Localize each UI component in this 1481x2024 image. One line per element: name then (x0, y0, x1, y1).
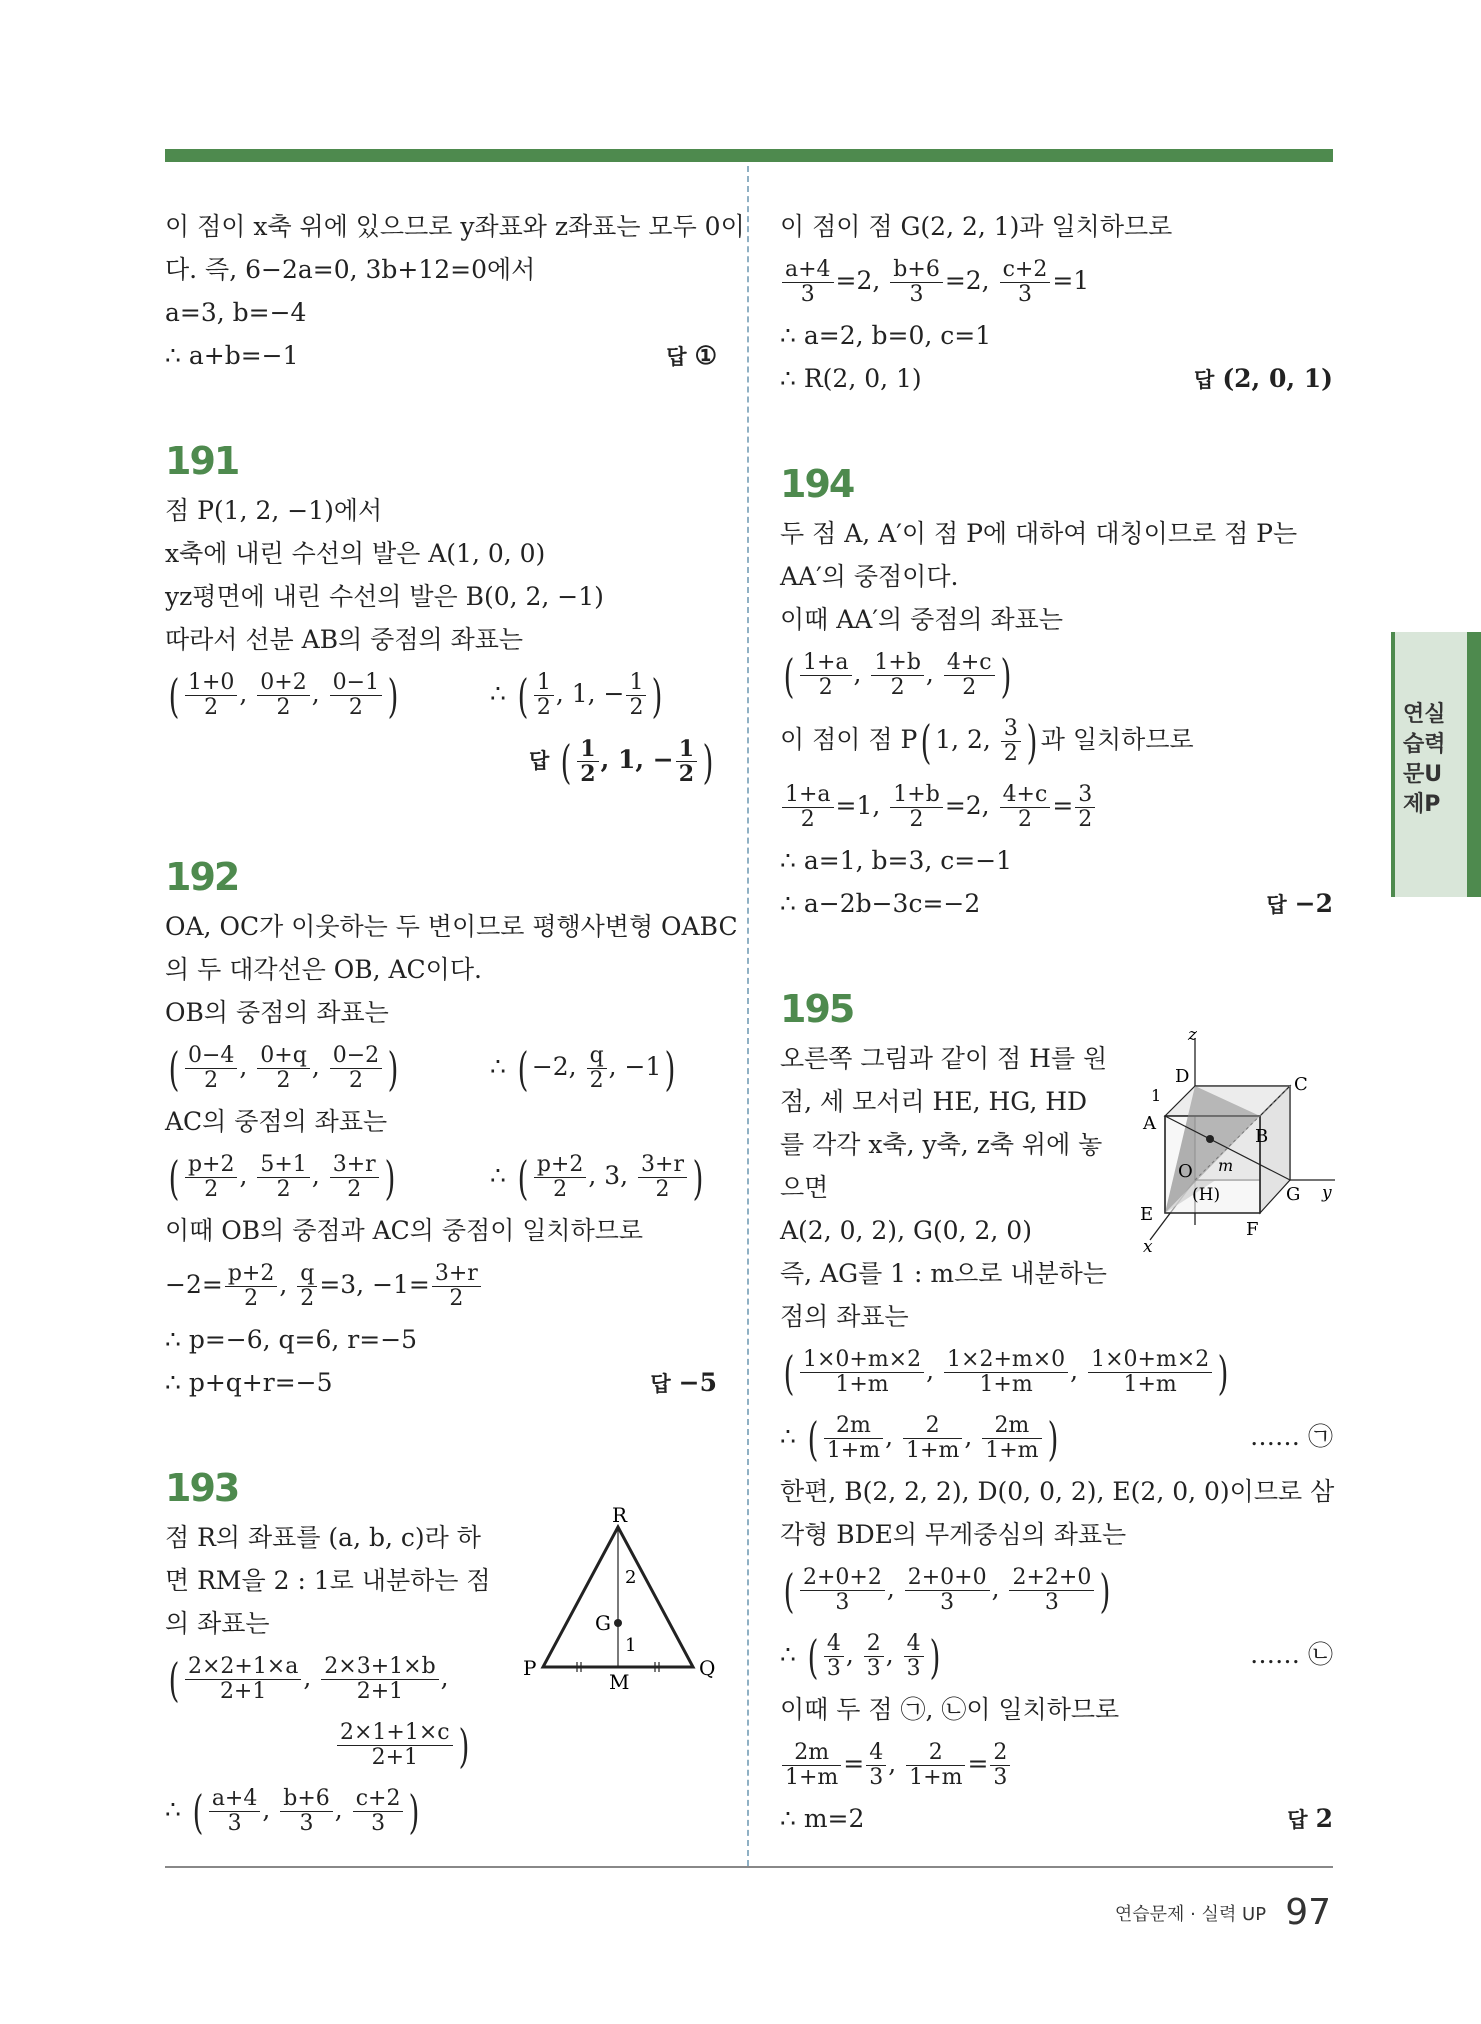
text-line: 오른쪽 그림과 같이 점 H를 원 (780, 1044, 1108, 1073)
conclusion: ∴ a+b=−1 (165, 341, 299, 370)
text-line: AA′의 중점이다. (780, 562, 959, 591)
text-line: OB의 중점의 좌표는 (165, 998, 389, 1027)
column-divider (747, 166, 749, 1866)
text-line: 이때 두 점 ㉠, ㉡이 일치하므로 (780, 1695, 1120, 1724)
label-h: (H) (1192, 1185, 1221, 1205)
answer (1194, 357, 1333, 402)
problem-number: 191 (165, 439, 239, 483)
label-e: E (1140, 1204, 1154, 1225)
text-line: A(2, 0, 2), G(0, 2, 0) (780, 1216, 1032, 1245)
equation-mark: …… ㉠ (1250, 1422, 1333, 1451)
formula-line: $\frac{2m}{1+m}$ = $\frac{4}{3}$ , $\frac{2}{1+m}$ = $\frac{2}{3}$ (780, 1731, 1333, 1797)
text-fragment: 이 점이 점 P (780, 725, 918, 754)
answer-tag: 답 (650, 1372, 671, 1396)
answer-tag: 답 (1287, 1808, 1308, 1832)
text-line: a=3, b=−4 (165, 298, 307, 327)
text-line: 두 점 A, A′이 점 P에 대하여 대칭이므로 점 P는 (780, 519, 1298, 548)
answer-value: 2 (1315, 1804, 1333, 1833)
label-one: 1 (625, 1635, 637, 1656)
formula-line: $\frac{2\times 1+1\times c}{2+1}$ ) (165, 1711, 717, 1777)
text-line: ∴ a=2, b=0, c=1 (780, 321, 992, 350)
text-line: 즉, AG를 1 : m으로 내분하는 (780, 1259, 1107, 1288)
answer-value: −2 (1294, 889, 1333, 918)
conclusion: ∴ a−2b−3c=−2 (780, 889, 981, 918)
footer-section-label: 연습문제 · 실력 UP (1114, 1903, 1267, 1925)
right-column (780, 205, 1333, 1840)
text-line: 의 두 대각선은 OB, AC이다. (165, 955, 482, 984)
text-line: yz평면에 내린 수선의 발은 B(0, 2, −1) (165, 582, 604, 611)
side-tab-line: 문U (1403, 762, 1443, 787)
answer-value: −5 (678, 1368, 717, 1397)
text-line (780, 357, 1333, 400)
answer-value: ① (694, 341, 717, 370)
text-line: 를 각각 x축, y축, z축 위에 놓 (780, 1130, 1103, 1159)
side-tab-line: 연실 (1403, 702, 1446, 727)
text-line: 이때 OB의 중점과 AC의 중점이 일치하므로 (165, 1216, 644, 1245)
text-line: 점 R의 좌표를 (a, b, c)라 하 (165, 1523, 481, 1552)
label-a: A (1143, 1113, 1156, 1134)
formula-line: ( $\frac{1+a}{2}$ , $\frac{1+b}{2}$ , $\frac{4+c}{2}$ ) (783, 648, 1011, 703)
answer (1266, 882, 1333, 927)
text-line: AC의 중점의 좌표는 (165, 1107, 388, 1136)
formula-line: ( $\frac{p+2}{2}$ , $\frac{5+1}{2}$ , $\frac{3+r}{2}$ ) ∴ ( $\frac{p+2}{2}$ , 3, $\frac{3+r}{2}$ ) (168, 1150, 704, 1205)
problem-number: 194 (780, 462, 854, 506)
text-line: ∴ p=−6, q=6, r=−5 (165, 1325, 418, 1354)
page-number: 97 (1285, 1892, 1331, 1933)
footer-rule (165, 1866, 1333, 1868)
formula-line: $\frac{1+a}{2}$ =1, $\frac{1+b}{2}$ =2, $\frac{4+c}{2}$ = $\frac{3}{2}$ (780, 773, 1333, 839)
text-line: 점 P(1, 2, −1)에서 (165, 496, 383, 525)
triangle-figure (515, 1505, 730, 1695)
label-m: m (1218, 1156, 1234, 1175)
label-g: G (595, 1611, 611, 1635)
answer-tag: 답 (529, 749, 550, 773)
conclusion: ∴ p+q+r=−5 (165, 1368, 333, 1397)
cube-figure (1140, 1030, 1345, 1255)
header-bar (165, 149, 1333, 162)
label-r: R (612, 1505, 628, 1527)
problem-number: 192 (165, 855, 239, 899)
text-line: 각형 BDE의 무게중심의 좌표는 (780, 1520, 1127, 1549)
answer-tag: 답 (1194, 368, 1215, 392)
text-line: 면 RM을 2 : 1로 내분하는 점 (165, 1566, 491, 1595)
text-line: 따라서 선분 AB의 중점의 좌표는 (165, 625, 524, 654)
text-line: 이때 AA′의 중점의 좌표는 (780, 605, 1063, 634)
answer: 답 ( $\frac{1}{2}$ , 1, − $\frac{1}{2}$ ) (529, 734, 714, 789)
formula-line: ( $\frac{2+0+2}{3}$ , $\frac{2+0+0}{3}$ , $\frac{2+2+0}{3}$ ) (783, 1563, 1111, 1618)
label-m: M (609, 1670, 630, 1694)
text-line: OA, OC가 이웃하는 두 변이므로 평행사변형 OABC (165, 912, 738, 941)
problem-number: 195 (780, 987, 854, 1031)
text-line: 점, 세 모서리 HE, HG, HD (780, 1087, 1088, 1116)
conclusion: ∴ R(2, 0, 1) (780, 364, 922, 393)
answer-value: (2, 0, 1) (1222, 364, 1333, 393)
text-line: 의 좌표는 (165, 1609, 270, 1638)
formula-line (165, 727, 717, 793)
label-c: C (1294, 1074, 1308, 1095)
formula-line: −2= $\frac{p+2}{2}$ , $\frac{q}{2}$ =3, −1= $\frac{3+r}{2}$ (165, 1252, 717, 1318)
side-tab-label (1403, 700, 1446, 820)
section-side-tab (1391, 632, 1481, 897)
label-p: P (523, 1656, 537, 1680)
text-line: x축에 내린 수선의 발은 A(1, 0, 0) (165, 539, 546, 568)
text-line: 이 점이 점 G(2, 2, 1)과 일치하므로 (780, 212, 1173, 241)
answer (650, 1361, 717, 1406)
formula-line: ( $\frac{0-4}{2}$ , $\frac{0+q}{2}$ , $\frac{0-2}{2}$ ) ∴ ( −2, $\frac{q}{2}$ , −1) (168, 1041, 676, 1096)
text-line (780, 1797, 1333, 1840)
formula-line: $\frac{a+4}{3}$ =2, $\frac{b+6}{3}$ =2, $\frac{c+2}{3}$ =1 (780, 248, 1333, 314)
text-line: 다. 즉, 6−2a=0, 3b+12=0에서 (165, 255, 536, 284)
formula-line: ∴ ( $\frac{4}{3}$ , $\frac{2}{3}$ , $\frac{4}{3}$ ) …… ㉡ (780, 1622, 1333, 1688)
text-line: ∴ a=1, b=3, c=−1 (780, 846, 1013, 875)
answer-tag: 답 (666, 345, 687, 369)
formula-line: ( $\frac{1\times 0+m\times 2}{1+m}$ , $\frac{1\times 2+m\times 0}{1+m}$ , $\frac{1\times 0+m\times 2}{1+m}$ ) (783, 1345, 1229, 1400)
label-o: O (1178, 1161, 1193, 1182)
text-line: 한편, B(2, 2, 2), D(0, 0, 2), E(2, 0, 0)이므로 삼 (780, 1477, 1335, 1506)
label-d: D (1175, 1066, 1190, 1087)
text-line (165, 1361, 717, 1404)
label-two: 2 (625, 1567, 637, 1588)
label-f: F (1246, 1219, 1259, 1240)
answer (1287, 1797, 1333, 1842)
side-tab-line: 습력 (1403, 732, 1446, 757)
label-q: Q (699, 1656, 716, 1680)
label-b: B (1255, 1126, 1269, 1147)
formula-line: ∴ ( $\frac{a+4}{3}$ , $\frac{b+6}{3}$ , $\frac{c+2}{3}$ ) (165, 1784, 420, 1839)
axis-x-label: x (1143, 1237, 1153, 1255)
axis-z-label: z (1188, 1030, 1197, 1045)
text-line: 이 점이 x축 위에 있으므로 y좌표와 z좌표는 모두 0이 (165, 212, 745, 241)
text-line: 점의 좌표는 (780, 1302, 909, 1331)
text-line (780, 882, 1333, 925)
text-fragment: 과 일치하므로 (1040, 725, 1194, 754)
text-line (165, 334, 717, 377)
axis-y-label: y (1322, 1183, 1332, 1203)
text-line: 으면 (780, 1173, 829, 1202)
side-tab-strip (1467, 632, 1481, 897)
equation-mark: …… ㉡ (1250, 1640, 1333, 1669)
side-tab-line: 제P (1403, 792, 1441, 817)
label-one: 1 (1151, 1086, 1162, 1105)
answer (666, 334, 717, 379)
formula-line: ( $\frac{1+0}{2}$ , $\frac{0+2}{2}$ , $\frac{0-1}{2}$ ) ∴ ( $\frac{1}{2}$ , 1, − $\frac{1}{2}$ ) (168, 668, 663, 723)
formula-line: ( $\frac{2\times 2+1\times a}{2+1}$ , $\frac{2\times 3+1\times b}{2+1}$ , (168, 1652, 449, 1707)
answer-tag: 답 (1266, 893, 1287, 917)
label-g: G (1286, 1184, 1301, 1205)
conclusion: ∴ m=2 (780, 1804, 865, 1833)
formula-line: 이 점이 점 P( 1, 2, $\frac{3}{2}$ ) 과 일치하므로 (780, 714, 1194, 769)
problem-number: 193 (165, 1466, 239, 1510)
page-footer (1115, 1892, 1331, 1933)
formula-line: ∴ ( $\frac{2m}{1+m}$ , $\frac{2}{1+m}$ , $\frac{2m}{1+m}$ ) …… ㉠ (780, 1404, 1333, 1470)
